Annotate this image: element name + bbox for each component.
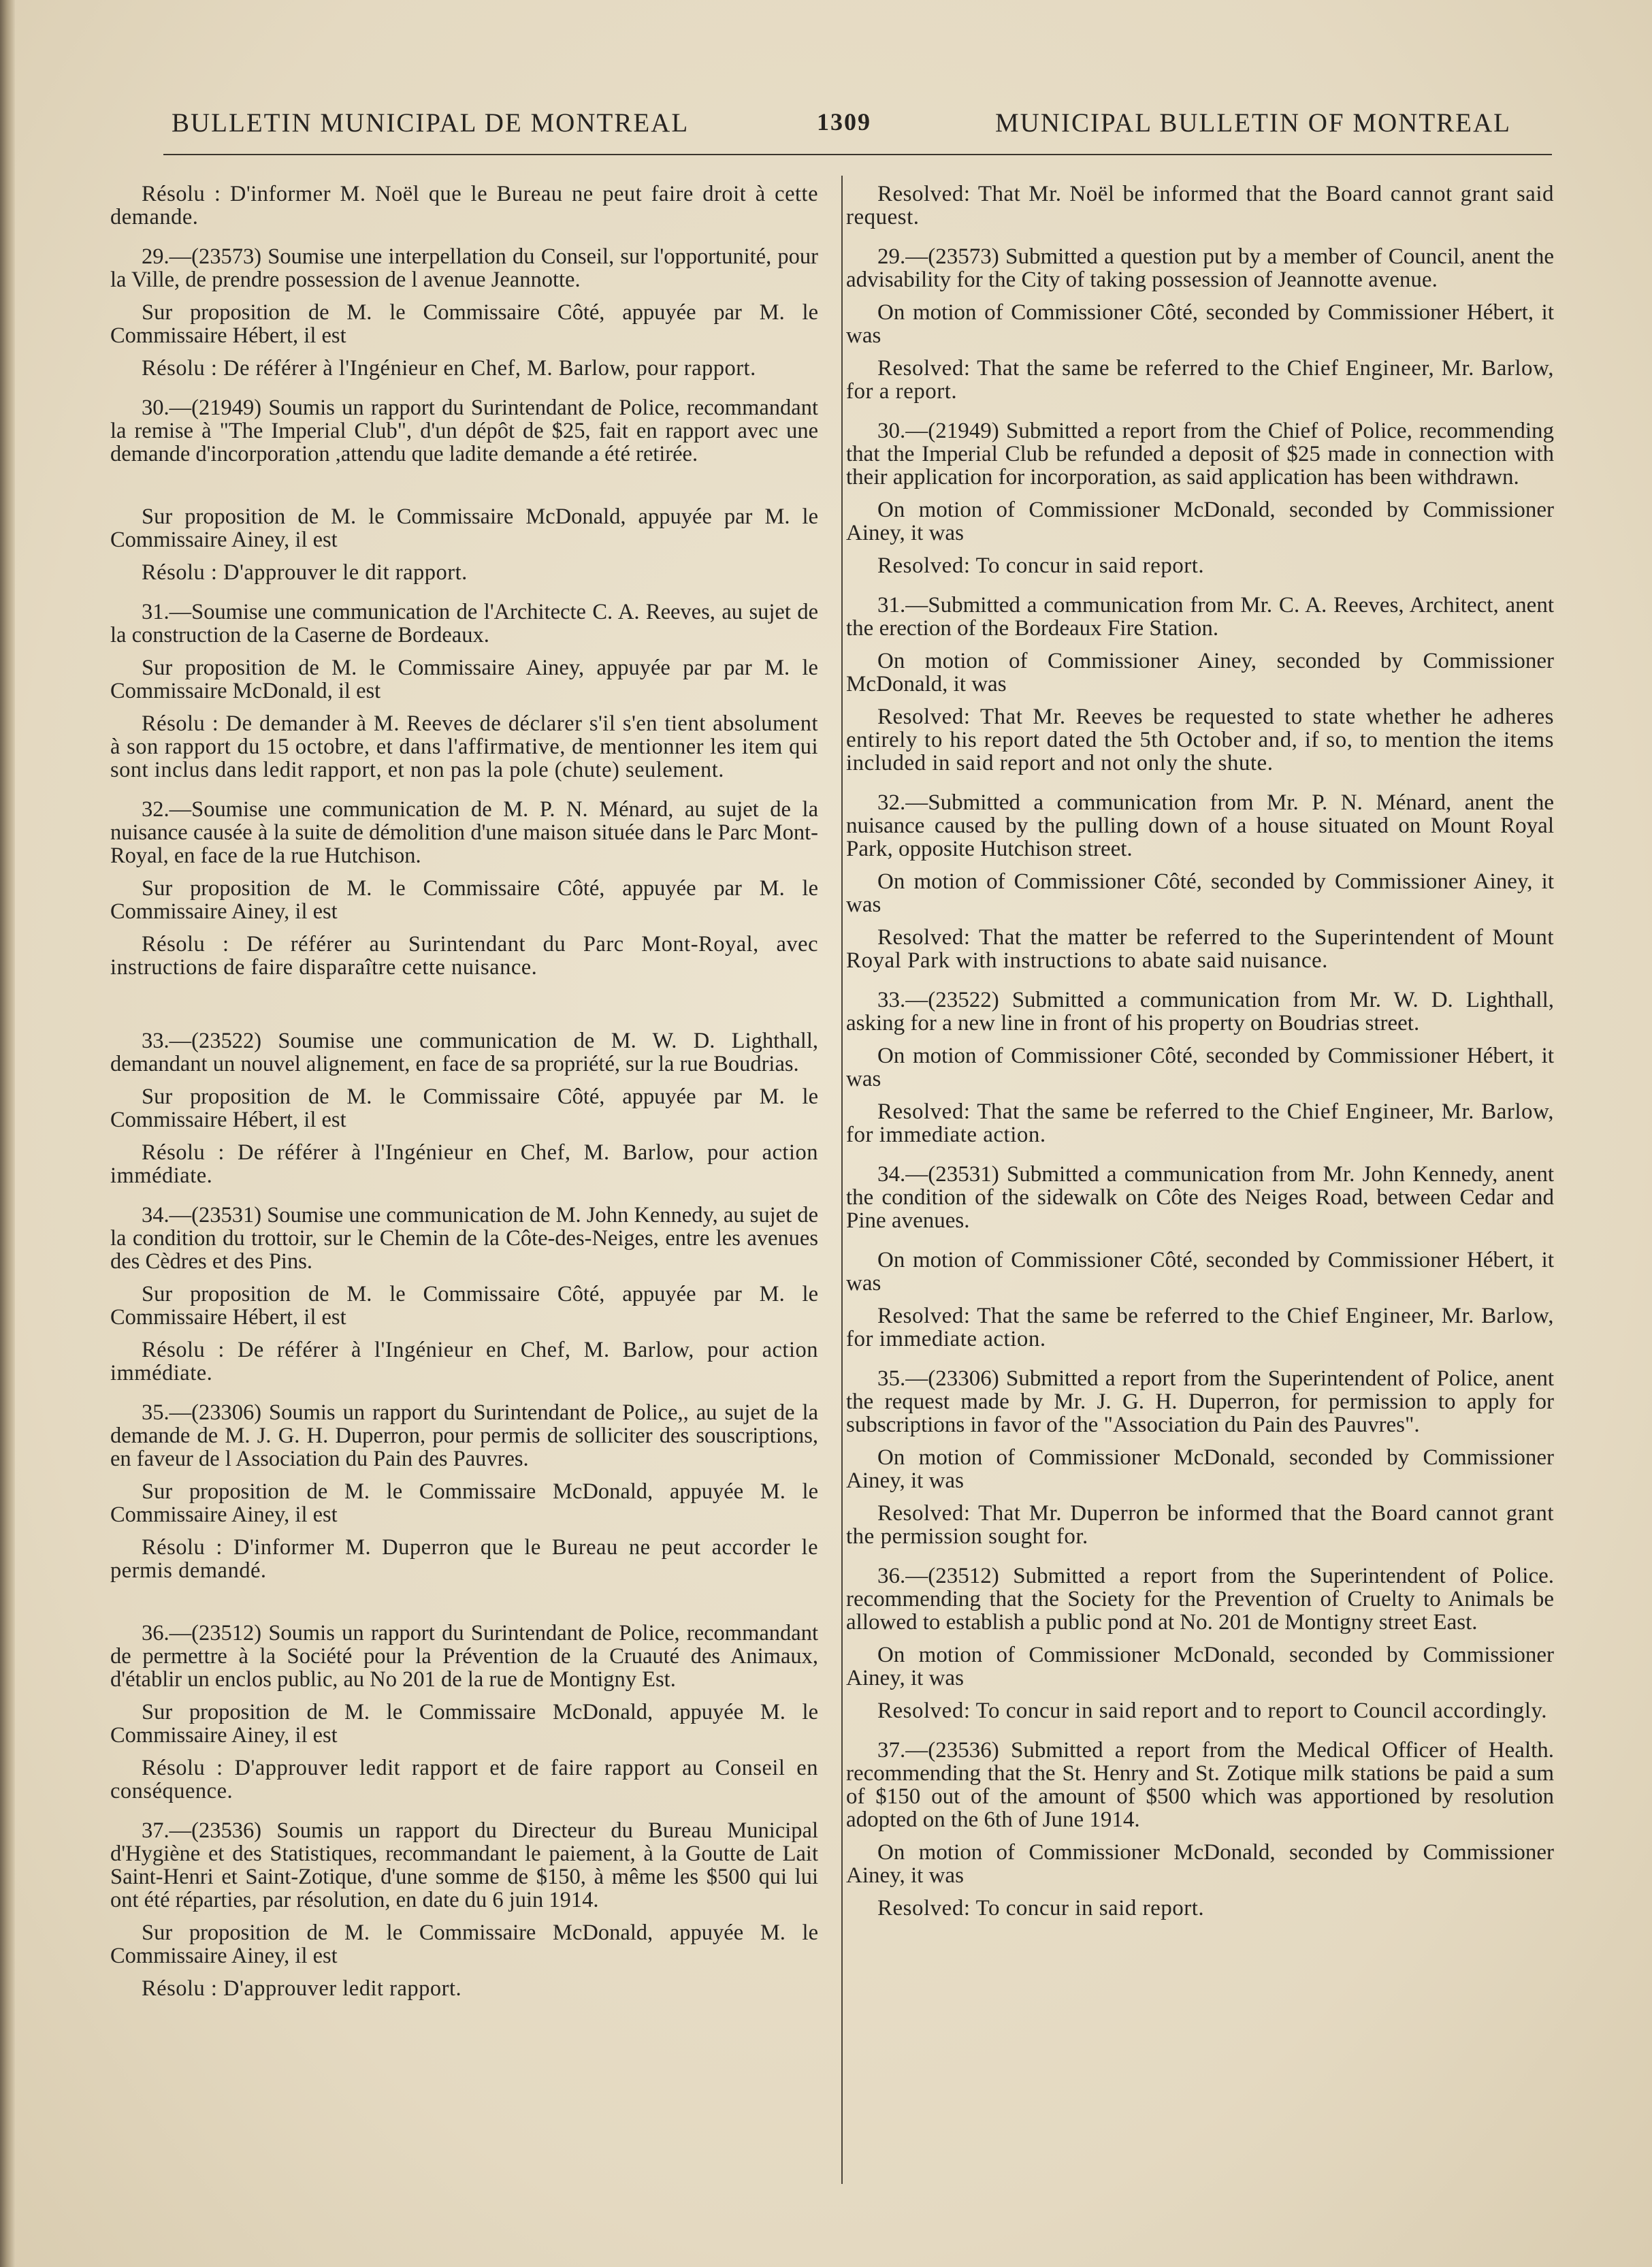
page-binding-edge	[0, 0, 15, 2267]
paragraph: 30.—(21949) Soumis un rapport du Surintendant de Police, recommandant la remise à "The Imperial Club", d'un dépôt de $25, fait en rapport avec une demande d'incorporation ,attendu que ladite demande a été retirée.	[110, 396, 818, 466]
page-header	[163, 102, 1552, 143]
paragraph: Résolu : De référer à l'Ingénieur en Chef, M. Barlow, pour action immédiate.	[110, 1140, 818, 1188]
paragraph: 31.—Submitted a communication from Mr. C. A. Reeves, Architect, anent the erection of the Bordeaux Fire Station.	[846, 593, 1554, 641]
paragraph: On motion of Commissioner McDonald, seconded by Commissioner Ainey, it was	[846, 1445, 1554, 1493]
paragraph: Sur proposition de M. le Commissaire McDonald, appuyée M. le Commissaire Ainey, il est	[110, 1479, 818, 1527]
paragraph: Sur proposition de M. le Commissaire Côté, appuyée par M. le Commissaire Hébert, il est	[110, 1282, 818, 1330]
paragraph: Resolved: That Mr. Reeves be requested to state whether he adheres entirely to his report dated the 5th October and, if so, to mention the items included in said report and not only the shute.	[846, 705, 1554, 775]
paragraph: On motion of Commissioner Côté, seconded by Commissioner Hébert, it was	[846, 300, 1554, 348]
paragraph: 33.—(23522) Submitted a communication from Mr. W. D. Lighthall, asking for a new line in front of his property on Boudrias street.	[846, 988, 1554, 1035]
paragraph: 34.—(23531) Soumise une communication de M. John Kennedy, au sujet de la condition du trottoir, sur le Chemin de la Côte-des-Neiges, entre les avenues des Cèdres et des Pins.	[110, 1203, 818, 1274]
paragraph: On motion of Commissioner Côté, seconded by Commissioner Hébert, it was	[846, 1248, 1554, 1296]
paragraph: Resolved: That Mr. Noël be informed that the Board cannot grant said request.	[846, 182, 1554, 229]
paragraph: Sur proposition de M. le Commissaire Ainey, appuyée par par M. le Commissaire McDonald, il est	[110, 656, 818, 703]
paragraph: 32.—Soumise une communication de M. P. N. Ménard, au sujet de la nuisance causée à la suite de démolition d'une maison située dans le Parc Mont-Royal, en face de la rue Hutchison.	[110, 797, 818, 868]
paragraph: Résolu : De demander à M. Reeves de déclarer s'il s'en tient absolument à son rapport du 15 octobre, et dans l'affirmative, de mentionner les item qui sont inclus dans ledit rapport, et non pas la pole (chute) seulement.	[110, 711, 818, 782]
paragraph: 31.—Soumise une communication de l'Architecte C. A. Reeves, au sujet de la construction de la Caserne de Bordeaux.	[110, 600, 818, 647]
paragraph: 37.—(23536) Submitted a report from the Medical Officer of Health. recommending that the St. Henry and St. Zotique milk stations be paid a sum of $150 out of the amount of $500 which was apportioned by resolution adopted on the 6th of June 1914.	[846, 1738, 1554, 1832]
paragraph: Resolved: To concur in said report.	[877, 1896, 1205, 1920]
paragraph: Sur proposition de M. le Commissaire McDonald, appuyée M. le Commissaire Ainey, il est	[110, 1920, 818, 1968]
paragraph: Résolu : D'approuver ledit rapport.	[142, 1976, 462, 2001]
paragraph: 36.—(23512) Submitted a report from the Superintendent of Police. recommending that the Society for the Prevention of Cruelty to Animals be allowed to establish a public pond at No. 201 de Montigny street East.	[846, 1564, 1554, 1635]
paragraph: 29.—(23573) Submitted a question put by a member of Council, anent the advisability for the City of taking possession of Jeannotte avenue.	[846, 244, 1554, 292]
paragraph: Sur proposition de M. le Commissaire McDonald, appuyée M. le Commissaire Ainey, il est	[110, 1700, 818, 1748]
paragraph: 30.—(21949) Submitted a report from the Chief of Police, recommending that the Imperial Club be refunded a deposit of $25 made in connection with their application for incorporation, as said application has been withdrawn.	[846, 419, 1554, 489]
paragraph: 37.—(23536) Soumis un rapport du Directeur du Bureau Municipal d'Hygiène et des Statistiques, recommandant le paiement, à la Goutte de Lait Saint-Henri et Saint-Zotique, d'une somme de $150, à même les $500 qui lui ont été réparties, par résolution, en date du 6 juin 1914.	[110, 1818, 818, 1912]
paragraph: Resolved: That the same be referred to the Chief Engineer, Mr. Barlow, for immediate action.	[846, 1304, 1554, 1351]
french-column	[110, 182, 818, 2000]
english-column	[846, 182, 1554, 1920]
paragraph: Sur proposition de M. le Commissaire Côté, appuyée par M. le Commissaire Hébert, il est	[110, 1084, 818, 1132]
header-title-english: MUNICIPAL BULLETIN OF MONTREAL	[994, 108, 1511, 138]
paragraph: 32.—Submitted a communication from Mr. P. N. Ménard, anent the nuisance caused by the pulling down of a house situated on Mount Royal Park, opposite Hutchison street.	[846, 790, 1554, 861]
paragraph: Résolu : De référer à l'Ingénieur en Chef, M. Barlow, pour action immédiate.	[110, 1338, 818, 1385]
paragraph: 35.—(23306) Submitted a report from the Superintendent of Police, anent the request made by Mr. J. G. H. Duperron, for permission to apply for subscriptions in favor of the "Association du Pain des Pauvres".	[846, 1366, 1554, 1437]
paragraph: Resolved: That the same be referred to the Chief Engineer, Mr. Barlow, for immediate action.	[846, 1099, 1554, 1147]
column-divider	[841, 176, 843, 2184]
paragraph: Sur proposition de M. le Commissaire Côté, appuyée par M. le Commissaire Ainey, il est	[110, 876, 818, 924]
paragraph: Résolu : D'informer M. Noël que le Bureau ne peut faire droit à cette demande.	[110, 182, 818, 229]
paragraph: Resolved: To concur in said report.	[877, 553, 1205, 578]
paragraph: On motion of Commissioner Côté, seconded by Commissioner Ainey, it was	[846, 869, 1554, 917]
paragraph: 33.—(23522) Soumise une communication de M. W. D. Lighthall, demandant un nouvel alignement, en face de sa propriété, sur la rue Boudrias.	[110, 1029, 818, 1076]
paragraph: Résolu : De référer à l'Ingénieur en Chef, M. Barlow, pour rapport.	[142, 356, 756, 381]
paragraph: On motion of Commissioner McDonald, seconded by Commissioner Ainey, it was	[846, 1643, 1554, 1690]
paragraph: Résolu : D'approuver le dit rapport.	[142, 560, 468, 585]
paragraph: On motion of Commissioner Ainey, seconded by Commissioner McDonald, it was	[846, 649, 1554, 696]
paragraph: 34.—(23531) Submitted a communication from Mr. John Kennedy, anent the condition of the sidewalk on Côte des Neiges Road, between Cedar and Pine avenues.	[846, 1162, 1554, 1233]
paragraph: Résolu : D'informer M. Duperron que le Bureau ne peut accorder le permis demandé.	[110, 1535, 818, 1583]
paragraph: On motion of Commissioner Côté, seconded by Commissioner Hébert, it was	[846, 1044, 1554, 1091]
page-number: 1309	[817, 108, 871, 135]
paragraph: Sur proposition de M. le Commissaire McDonald, appuyée par M. le Commissaire Ainey, il est	[110, 504, 818, 552]
paragraph: On motion of Commissioner McDonald, seconded by Commissioner Ainey, it was	[846, 498, 1554, 545]
paragraph: Resolved: To concur in said report and to report to Council accordingly.	[877, 1699, 1548, 1723]
paragraph: Résolu : D'approuver ledit rapport et de faire rapport au Conseil en conséquence.	[110, 1756, 818, 1803]
paragraph: Sur proposition de M. le Commissaire Côté, appuyée par M. le Commissaire Hébert, il est	[110, 300, 818, 348]
header-title-french: BULLETIN MUNICIPAL DE MONTREAL	[172, 108, 690, 138]
paragraph: Résolu : De référer au Surintendant du Parc Mont-Royal, avec instructions de faire disparaître cette nuisance.	[110, 932, 818, 980]
header-rule	[163, 154, 1552, 155]
paragraph: Resolved: That the matter be referred to the Superintendent of Mount Royal Park with instructions to abate said nuisance.	[846, 925, 1554, 973]
paragraph: Resolved: That the same be referred to the Chief Engineer, Mr. Barlow, for a report.	[846, 356, 1554, 404]
paragraph: 36.—(23512) Soumis un rapport du Surintendant de Police, recommandant de permettre à la Société pour la Prévention de la Cruauté des Animaux, d'établir un enclos public, au No 201 de la rue de Montigny Est.	[110, 1621, 818, 1692]
paragraph: 35.—(23306) Soumis un rapport du Surintendant de Police,, au sujet de la demande de M. J. G. H. Duperron, pour permis de solliciter des souscriptions, en faveur de l Association du Pain des Pauvres.	[110, 1400, 818, 1471]
paragraph: 29.—(23573) Soumise une interpellation du Conseil, sur l'opportunité, pour la Ville, de prendre possession de l avenue Jeannotte.	[110, 244, 818, 292]
paragraph: On motion of Commissioner McDonald, seconded by Commissioner Ainey, it was	[846, 1840, 1554, 1888]
paragraph: Resolved: That Mr. Duperron be informed that the Board cannot grant the permission sought for.	[846, 1501, 1554, 1549]
